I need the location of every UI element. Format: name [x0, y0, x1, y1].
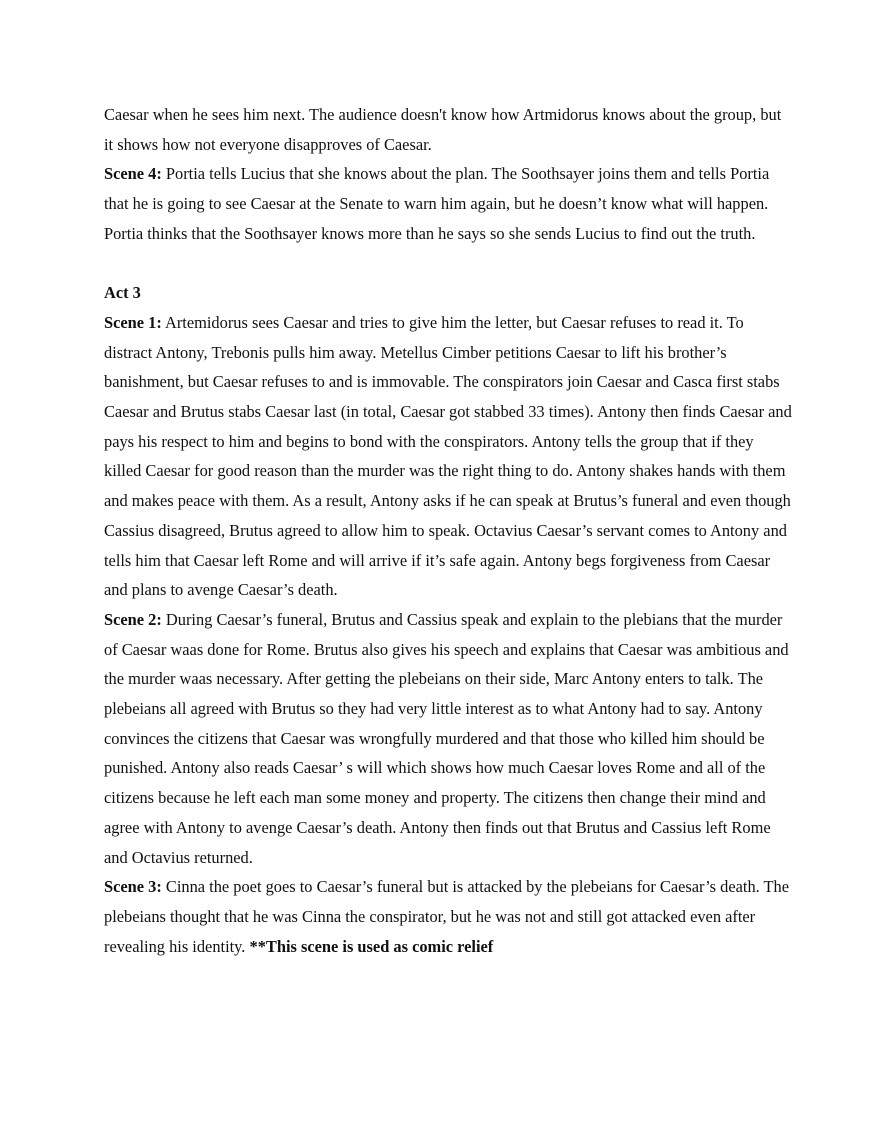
scene4-label: Scene 4: — [104, 164, 162, 184]
document-body — [104, 100, 794, 961]
intro-text: Caesar when he sees him next. The audience doesn't know how Artmidorus knows about the group, but it shows how not everyone disapproves of Caesar. — [104, 105, 782, 154]
intro-paragraph — [104, 100, 794, 159]
paragraph-spacer — [104, 249, 794, 279]
scene2-label: Scene 2: — [104, 609, 162, 629]
scene3-label: Scene 3: — [104, 877, 162, 897]
act2-scene4-paragraph — [104, 159, 794, 248]
scene3-text: Cinna the poet goes to Caesar’s funeral but is attacked by the plebeians for Caesar’s death. The plebeians thought that he was Cinna the conspirator, but he was not and still got attacked even after revealing his identity. — [104, 877, 790, 956]
scene1-text: Artemidorus sees Caesar and tries to give him the letter, but Caesar refuses to read it. To distract Antony, Trebonis pulls him away. Metellus Cimber petitions Caesar to lift his brother’s banishment, but Caesar refuses to and is immovable. The conspirators join Caesar and Casca first stabs Caesar and Brutus stabs Caesar last (in total, Caesar got stabbed 33 times). Antony then finds Caesar and pays his respect to him and begins to bond with the conspirators. Antony tells the group that if they killed Caesar for good reason than the murder was the right thing to do. Antony shakes hands with them and makes peace with them. As a result, Antony asks if he can speak at Brutus’s funeral and even though Cassius disagreed, Brutus agreed to allow him to speak. Octavius Caesar’s servant comes to Antony and tells him that Caesar left Rome and will arrive if it’s safe again. Antony begs forgiveness from Caesar and plans to avenge Caesar’s death. — [104, 312, 792, 600]
act3-heading: Act 3 — [104, 283, 141, 303]
scene4-text: Portia tells Lucius that she knows about the plan. The Soothsayer joins them and tells Portia that he is going to see Caesar at the Senate to warn him again, but he doesn’t know what will happen. Portia thinks that the Soothsayer knows more than he says so she sends Lucius to find out the truth. — [104, 164, 770, 243]
scene1-label: Scene 1: — [104, 312, 162, 332]
act3-scene3-paragraph — [104, 872, 794, 961]
act3-scene2-paragraph — [104, 605, 794, 872]
scene2-text: During Caesar’s funeral, Brutus and Cassius speak and explain to the plebians that the murder of Caesar waas done for Rome. Brutus also gives his speech and explains that Caesar was ambitious and the murder waas necessary. After getting the plebeians on their side, Marc Antony enters to talk. The plebeians all agreed with Brutus so they had very little interest as to what Antony had to say. Antony convinces the citizens that Caesar was wrongfully murdered and that those who killed him should be punished. Antony also reads Caesar’ s will which shows how much Caesar loves Rome and all of the citizens because he left each man some money and property. The citizens then change their mind and agree with Antony to avenge Caesar’s death. Antony then finds out that Brutus and Cassius left Rome and Octavius returned. — [104, 609, 789, 867]
act3-scene1-paragraph — [104, 308, 794, 605]
comic-relief-note: **This scene is used as comic relief — [249, 936, 494, 956]
